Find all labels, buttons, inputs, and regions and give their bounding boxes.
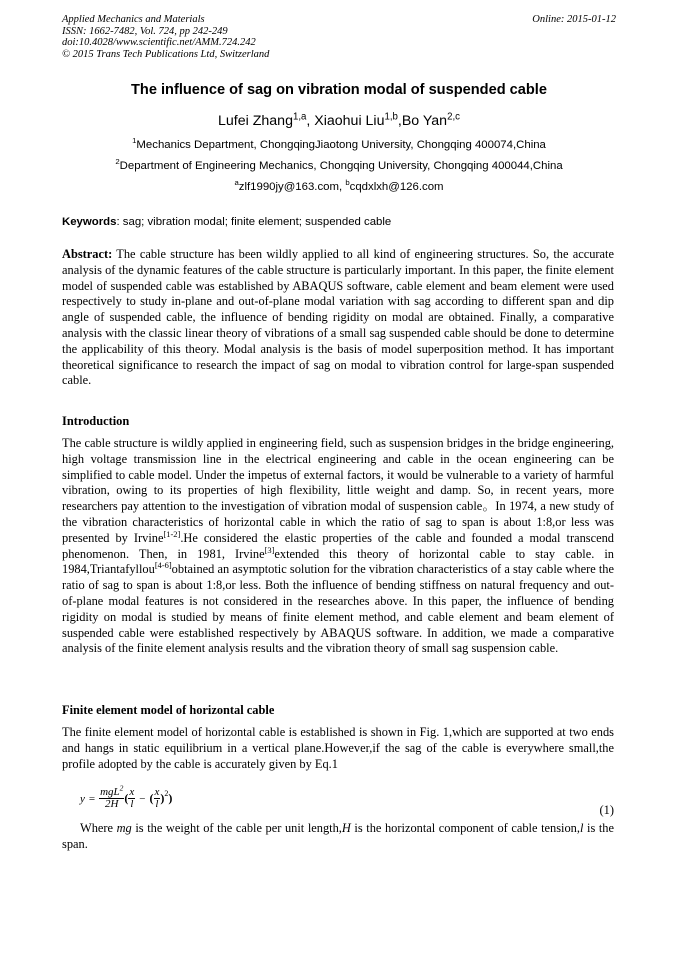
- email-superscript: a: [234, 178, 239, 188]
- email-text: zlf1990jy@163.com,: [238, 181, 346, 193]
- author-name: Lufei Zhang: [218, 113, 293, 129]
- author-list: [62, 113, 616, 129]
- eq-equals: =: [88, 793, 96, 806]
- author-name: Bo Yan: [401, 113, 448, 129]
- online-date: Online: 2015-01-12: [532, 14, 616, 25]
- where-text: Where: [80, 821, 117, 835]
- author-separator: ,: [397, 113, 402, 129]
- eq-close-paren: ): [168, 791, 173, 806]
- eq-fraction-x-over-l: [128, 787, 135, 810]
- intro-text: .He considered the elastic properties of the cable and founded a modal transcend phenomenon. Then, in 1981, Irvine: [62, 530, 614, 561]
- keywords-label: Keywords: [62, 216, 117, 228]
- author-separator: ,: [306, 113, 315, 129]
- author-superscript: 2,c: [447, 111, 460, 123]
- issn-line: ISSN: 1662-7482, Vol. 724, pp 242-249: [62, 25, 228, 37]
- where-text: is the span.: [62, 821, 614, 851]
- journal-name: Applied Mechanics and Materials: [62, 14, 205, 25]
- citation-ref: [3]: [264, 544, 275, 555]
- introduction-paragraph: [62, 436, 614, 657]
- citation-ref: [4-6]: [154, 560, 172, 571]
- intro-text: The cable structure is wildly applied in engineering field, such as suspension bridges in the bridge engineering, high voltage transmission line in the electrical engineering and cable in the ocean engineering can be simplified to cable model. Under the impetus of external factors, it would be vulnerable to a variety of harmful vibration, owing to its properties of high flexibility, little weight and damp. So, in recent years, more researchers pay attention to the investigation of vibration modal of suspension cable。In 1974, a new study of the vibration characteristics of horizontal cable in which the ratio of sag to span is about 1:8,or less was presented by Irvine: [62, 436, 614, 545]
- where-var-h: H: [341, 821, 351, 835]
- email-text: cqdxlxh@126.com: [349, 181, 444, 193]
- abstract-label: Abstract:: [62, 247, 113, 261]
- eq-lhs: y: [80, 793, 85, 806]
- journal-header: [62, 14, 616, 60]
- author-superscript: 1,b: [384, 111, 398, 123]
- section-heading-introduction: Introduction: [62, 414, 130, 428]
- paper-title: The influence of sag on vibration modal of suspended cable: [131, 82, 547, 98]
- copyright-line: © 2015 Trans Tech Publications Ltd, Switzerland: [62, 48, 270, 60]
- affiliation-superscript: 2: [115, 157, 120, 167]
- affiliation-1: [62, 136, 616, 151]
- where-var-l: l: [579, 821, 584, 835]
- abstract-text: The cable structure has been wildly applied to all kind of engineering structures. So, the accurate analysis of the dynamic features of the cable structure is particularly important. In this paper, the finite element model of suspended cable was established by ABAQUS software, cable element and beam element were used respectively to study in-plane and out-of-plane modal variation with sag according to different span and dip angle of suspended cable, the influence of bending rigidity on modal are obtained. Finally, a comparative analysis with the classic linear theory of vibrations of a small sag suspended cable should be done to determine the applicability of this theory. Modal analysis is the basis of model superposition method. It has important theoretical significance to research the impact of sag on modal to vibration control for large-span suspended cable.: [62, 247, 614, 388]
- doi-line: doi:10.4028/www.scientific.net/AMM.724.242: [62, 37, 256, 48]
- eq-fraction: [99, 783, 124, 810]
- citation-ref: [1-2]: [163, 528, 181, 539]
- eq-close-paren-inner: ): [160, 791, 165, 806]
- where-var-mg: mg: [116, 821, 132, 835]
- eq-square-exponent: 2: [164, 788, 169, 798]
- eq-open-paren-inner: (: [149, 791, 154, 806]
- affiliation-superscript: 1: [132, 136, 137, 146]
- section-heading-fem: Finite element model of horizontal cable: [62, 703, 275, 717]
- equation-number: (1): [599, 803, 614, 817]
- email-superscript: b: [345, 178, 350, 188]
- equation-1: [80, 783, 614, 821]
- intro-text: extended this theory of horizontal cable to stay cable. in 1984,Triantafyllou: [62, 546, 614, 577]
- eq-x: x: [154, 786, 160, 798]
- abstract: [62, 247, 614, 389]
- eq-denominator: 2H: [105, 798, 119, 810]
- eq-open-paren: (: [124, 791, 129, 806]
- eq-l: l: [155, 798, 159, 810]
- author-superscript: 1,a: [292, 111, 307, 123]
- eq-numerator-exponent: 2: [119, 783, 124, 793]
- email-line: [62, 178, 616, 193]
- eq-numerator-text: mgL: [100, 786, 120, 798]
- where-paragraph: [62, 821, 614, 853]
- keywords: [62, 216, 616, 228]
- fem-paragraph: The finite element model of horizontal cable is established is shown in Fig. 1,which are supported at two ends and hangs in static equilibrium in a vertical plane.However,if the sag of the cable is everywhere small,the profile adopted by the cable is accurately given by Eq.1: [62, 725, 614, 771]
- where-text: is the horizontal component of cable tension,: [350, 821, 580, 835]
- eq-x: x: [129, 786, 135, 798]
- eq-l: l: [130, 798, 134, 810]
- intro-text: obtained an asymptotic solution for the vibration characteristics of a stay cable where the ratio of sag to span is about 1:8,or less. Both the influence of bending stiffness on natural frequency and out-of-plane modal features is not considered in the researches above. In this paper, the influence of bending rigidity on modal is studied by means of finite element method, and cable element and beam element of suspended cable were established respectively by ABAQUS software. In addition, we made a comparative analysis of the finite element analysis results and the vibration theory of small sag suspension cable.: [62, 562, 614, 656]
- affiliation-2: [62, 157, 616, 172]
- eq-minus: −: [139, 793, 146, 806]
- where-text: is the weight of the cable per unit length,: [131, 821, 342, 835]
- affiliation-text: Department of Engineering Mechanics, Chongqing University, Chongqing 400044,China: [119, 160, 563, 172]
- author-name: Xiaohui Liu: [314, 113, 385, 129]
- affiliation-text: Mechanics Department, ChongqingJiaotong University, Chongqing 400074,China: [136, 139, 546, 151]
- keywords-text: : sag; vibration modal; finite element; suspended cable: [116, 216, 392, 228]
